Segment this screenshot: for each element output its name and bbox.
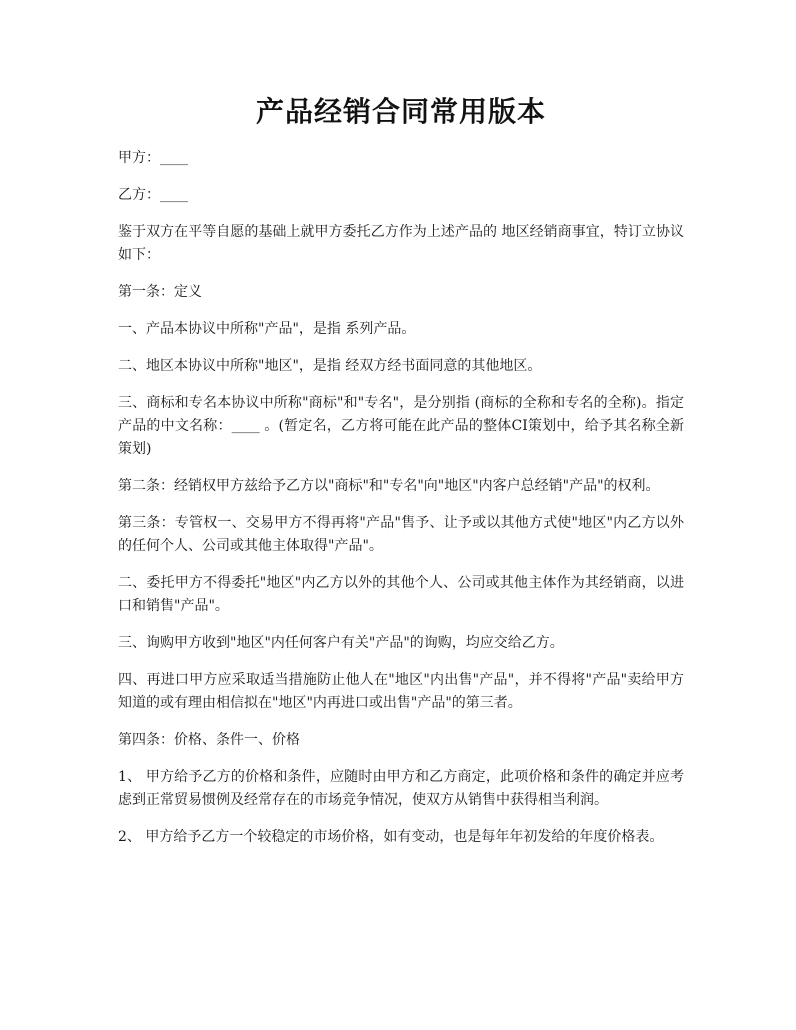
article-2-distribution-right: 第二条：经销权甲方兹给予乙方以"商标"和"专名"向"地区"内客户总经销"产品"的权利。 [118, 478, 660, 494]
party-b-line: 乙方：____ [118, 187, 188, 203]
price-clause-2: 2、 甲方给予乙方一个较稳定的市场价格，如有变动，也是每年年初发给的年度价格表。 [118, 829, 664, 845]
article-3-reimport: 四、再进口甲方应采取适当措施防止他人在"地区"内出售"产品"，并不得将"产品"卖给甲方知道的或有理由相信拟在"地区"内再进口或出售"产品"的第三者。 [118, 672, 684, 711]
definition-region: 二、地区本协议中所称"地区"，是指 经双方经书面同意的其他地区。 [118, 358, 542, 374]
article-3-inquiry: 三、询购甲方收到"地区"内任何客户有关"产品"的询购，均应交给乙方。 [118, 635, 564, 651]
article-1-heading: 第一条：定义 [118, 284, 202, 300]
definition-trademark: 三、商标和专名本协议中所称"商标"和"专名"，是分别指 (商标的全称和专名的全称)。指定产品的中文名称：____ 。(暂定名，乙方将可能在此产品的整体CI策划中，给予其名称全新策划) [118, 395, 684, 457]
page-title: 产品经销合同常用版本 [255, 95, 546, 128]
document-body [118, 147, 684, 863]
definition-product: 一、产品本协议中所称"产品"，是指 系列产品。 [118, 321, 416, 337]
article-4-heading: 第四条：价格、条件一、价格 [118, 732, 300, 748]
preamble-paragraph: 鉴于双方在平等自愿的基础上就甲方委托乙方作为上述产品的 地区经销商事宜，特订立协议如下： [118, 224, 684, 263]
party-a-line: 甲方：____ [118, 150, 188, 166]
price-clause-1: 1、 甲方给予乙方的价格和条件，应随时由甲方和乙方商定，此项价格和条件的确定并应考虑到正常贸易惯例及经常存在的市场竞争情况，使双方从销售中获得相当利润。 [118, 769, 684, 808]
article-3-entrustment: 二、委托甲方不得委托"地区"内乙方以外的其他个人、公司或其他主体作为其经销商，以进口和销售"产品"。 [118, 575, 684, 614]
article-3-exclusive-trade: 第三条：专管权一、交易甲方不得再将"产品"售予、让予或以其他方式使"地区"内乙方以外的任何个人、公司或其他主体取得"产品"。 [118, 515, 684, 554]
